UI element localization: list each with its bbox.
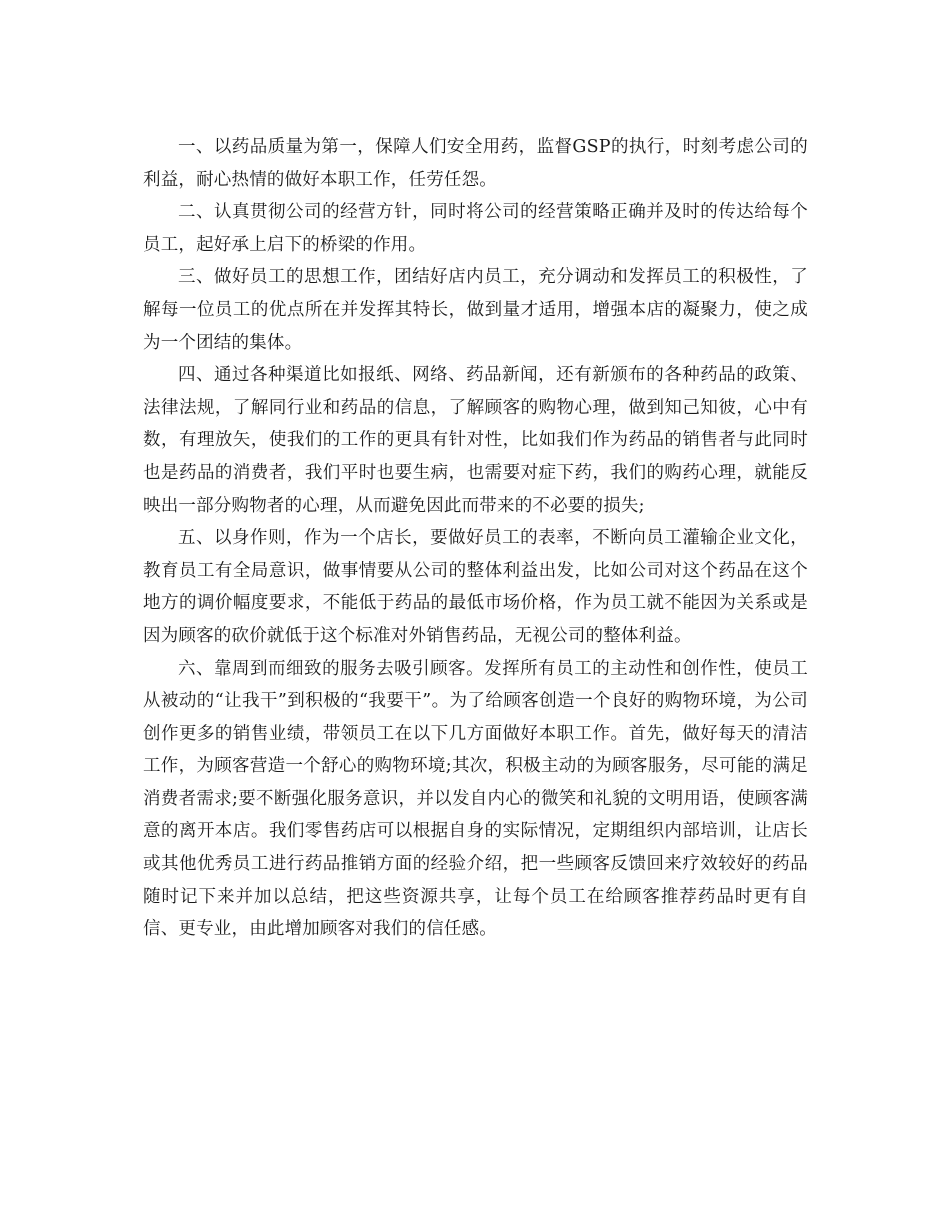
- paragraph-4: 四、通过各种渠道比如报纸、网络、药品新闻，还有新颁布的各种药品的政策、法律法规，了解同行业和药品的信息，了解顾客的购物心理，做到知己知彼，心中有数，有理放矢，使我们的工作的更具有针对性，比如我们作为药品的销售者与此同时也是药品的消费者，我们平时也要生病，也需要对症下药，我们的购药心理，就能反映出一部分购物者的心理，从而避免因此而带来的不必要的损失;: [143, 365, 808, 516]
- paragraph-5: 五、以身作则，作为一个店长，要做好员工的表率，不断向员工灌输企业文化，教育员工有全局意识，做事情要从公司的整体利益出发，比如公司对这个药品在这个地方的调价幅度要求，不能低于药品的最低市场价格，作为员工就不能因为关系或是因为顾客的砍价就低于这个标准对外销售药品，无视公司的整体利益。: [143, 528, 808, 646]
- paragraph-1: 一、以药品质量为第一，保障人们安全用药，监督GSP的执行，时刻考虑公司的利益，耐心热情的做好本职工作，任劳任怨。: [143, 137, 808, 190]
- paragraph-2: 二、认真贯彻公司的经营方针，同时将公司的经营策略正确并及时的传达给每个员工，起好承上启下的桥梁的作用。: [143, 202, 808, 255]
- paragraph-6: 六、靠周到而细致的服务去吸引顾客。发挥所有员工的主动性和创作性，使员工从被动的“让我干”到积极的“我要干”。为了给顾客创造一个良好的购物环境，为公司创作更多的销售业绩，带领员工在以下几方面做好本职工作。首先，做好每天的清洁工作，为顾客营造一个舒心的购物环境;其次，积极主动的为顾客服务，尽可能的满足消费者需求;要不断强化服务意识，并以发自内心的微笑和礼貌的文明用语，使顾客满意的离开本店。我们零售药店可以根据自身的实际情况，定期组织内部培训，让店长或其他优秀员工进行药品推销方面的经验介绍，把一些顾客反馈回来疗效较好的药品随时记下来并加以总结，把这些资源共享，让每个员工在给顾客推荐药品时更有自信、更专业，由此增加顾客对我们的信任感。: [143, 658, 808, 940]
- document-body: [143, 131, 808, 946]
- paragraph-3: 三、做好员工的思想工作，团结好店内员工，充分调动和发挥员工的积极性，了解每一位员工的优点所在并发挥其特长，做到量才适用，增强本店的凝聚力，使之成为一个团结的集体。: [143, 267, 808, 353]
